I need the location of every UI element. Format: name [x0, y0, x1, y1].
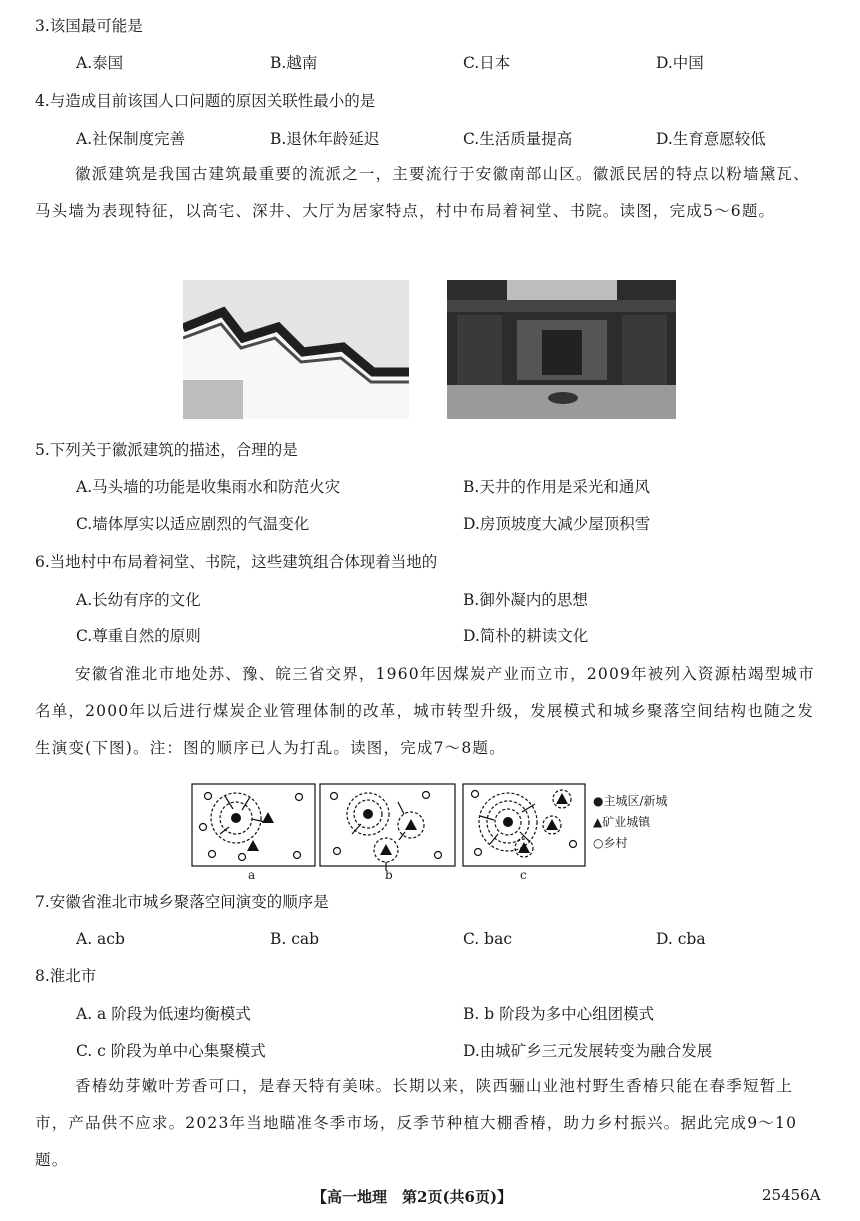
q5-option-a: A.马头墙的功能是收集雨水和防范火灾	[76, 478, 341, 496]
q4-option-b: B.退休年龄延迟	[270, 130, 380, 148]
question-7-stem: 7.安徽省淮北市城乡聚落空间演变的顺序是	[35, 893, 329, 911]
legend-village: ○乡村	[593, 836, 628, 850]
question-5-stem: 5.下列关于徽派建筑的描述，合理的是	[35, 441, 298, 459]
q3-option-c: C.日本	[463, 54, 511, 72]
question-6-stem: 6.当地村中布局着祠堂、书院，这些建筑组合体现着当地的	[35, 553, 438, 571]
q6-option-d: D.简朴的耕读文化	[463, 627, 589, 645]
passage-hui-architecture: 徽派建筑是我国古建筑最重要的流派之一，主要流行于安徽南部山区。徽派民居的特点以粉墙黛瓦、马头墙为表现特征，以高宅、深井、大厅为居家特点，村中布局着祠堂、书院。读图，完成5～6题。	[35, 165, 810, 220]
q8-option-c: C. c 阶段为单中心集聚模式	[76, 1042, 266, 1060]
q3-option-d: D.中国	[656, 54, 704, 72]
panel-label-b: b	[385, 868, 393, 882]
q7-option-c: C. bac	[463, 930, 513, 948]
passage-huaibei: 安徽省淮北市地处苏、豫、皖三省交界，1960年因煤炭产业而立市，2009年被列入资源枯竭型城市名单，2000年以后进行煤炭企业管理体制的改革，城市转型升级，发展模式和城乡聚落空间结构也随之发生演变(下图)。注：图的顺序已人为打乱。读图，完成7～8题。	[35, 665, 815, 757]
q4-option-c: C.生活质量提高	[463, 130, 573, 148]
q8-option-b: B. b 阶段为多中心组团模式	[463, 1005, 655, 1023]
passage-chinese-toon: 香椿幼芽嫩叶芳香可口，是春天特有美味。长期以来，陕西骊山业池村野生香椿只能在春季短暂上市，产品供不应求。2023年当地瞄准冬季市场，反季节种植大棚香椿，助力乡村振兴。据此完成9～10题。	[35, 1077, 798, 1169]
legend-mining-town: ▲矿业城镇	[593, 815, 651, 829]
question-8-stem: 8.淮北市	[35, 967, 97, 985]
q7-option-a: A. acb	[76, 930, 125, 948]
q4-option-d: D.生育意愿较低	[656, 130, 766, 148]
q5-option-b: B.天井的作用是采光和通风	[463, 478, 650, 496]
q8-option-d: D.由城矿乡三元发展转变为融合发展	[463, 1042, 713, 1060]
q3-option-b: B.越南	[270, 54, 318, 72]
photo-courtyard-skywell	[447, 280, 676, 419]
q5-option-d: D.房顶坡度大减少屋顶积雪	[463, 515, 651, 533]
q6-option-a: A.长幼有序的文化	[76, 591, 201, 609]
q7-option-b: B. cab	[270, 930, 320, 948]
q7-option-d: D. cba	[656, 930, 706, 948]
q5-option-c: C.墙体厚实以适应剧烈的气温变化	[76, 515, 310, 533]
page-footer: 【高一地理 第2页(共6页)】	[312, 1188, 513, 1206]
q4-option-a: A.社保制度完善	[76, 130, 186, 148]
paper-code: 25456A	[762, 1186, 821, 1204]
photo-horse-head-wall	[183, 280, 409, 419]
q8-option-a: A. a 阶段为低速均衡模式	[76, 1005, 251, 1023]
q6-option-c: C.尊重自然的原则	[76, 627, 201, 645]
question-3-stem: 3.该国最可能是	[35, 17, 143, 35]
panel-label-a: a	[248, 868, 256, 882]
panel-label-c: c	[520, 868, 527, 882]
q6-option-b: B.御外凝内的思想	[463, 591, 588, 609]
q3-option-a: A.泰国	[76, 54, 124, 72]
settlement-diagram	[190, 782, 690, 886]
legend-main-city: ●主城区/新城	[593, 794, 668, 808]
question-4-stem: 4.与造成目前该国人口问题的原因关联性最小的是	[35, 92, 376, 110]
